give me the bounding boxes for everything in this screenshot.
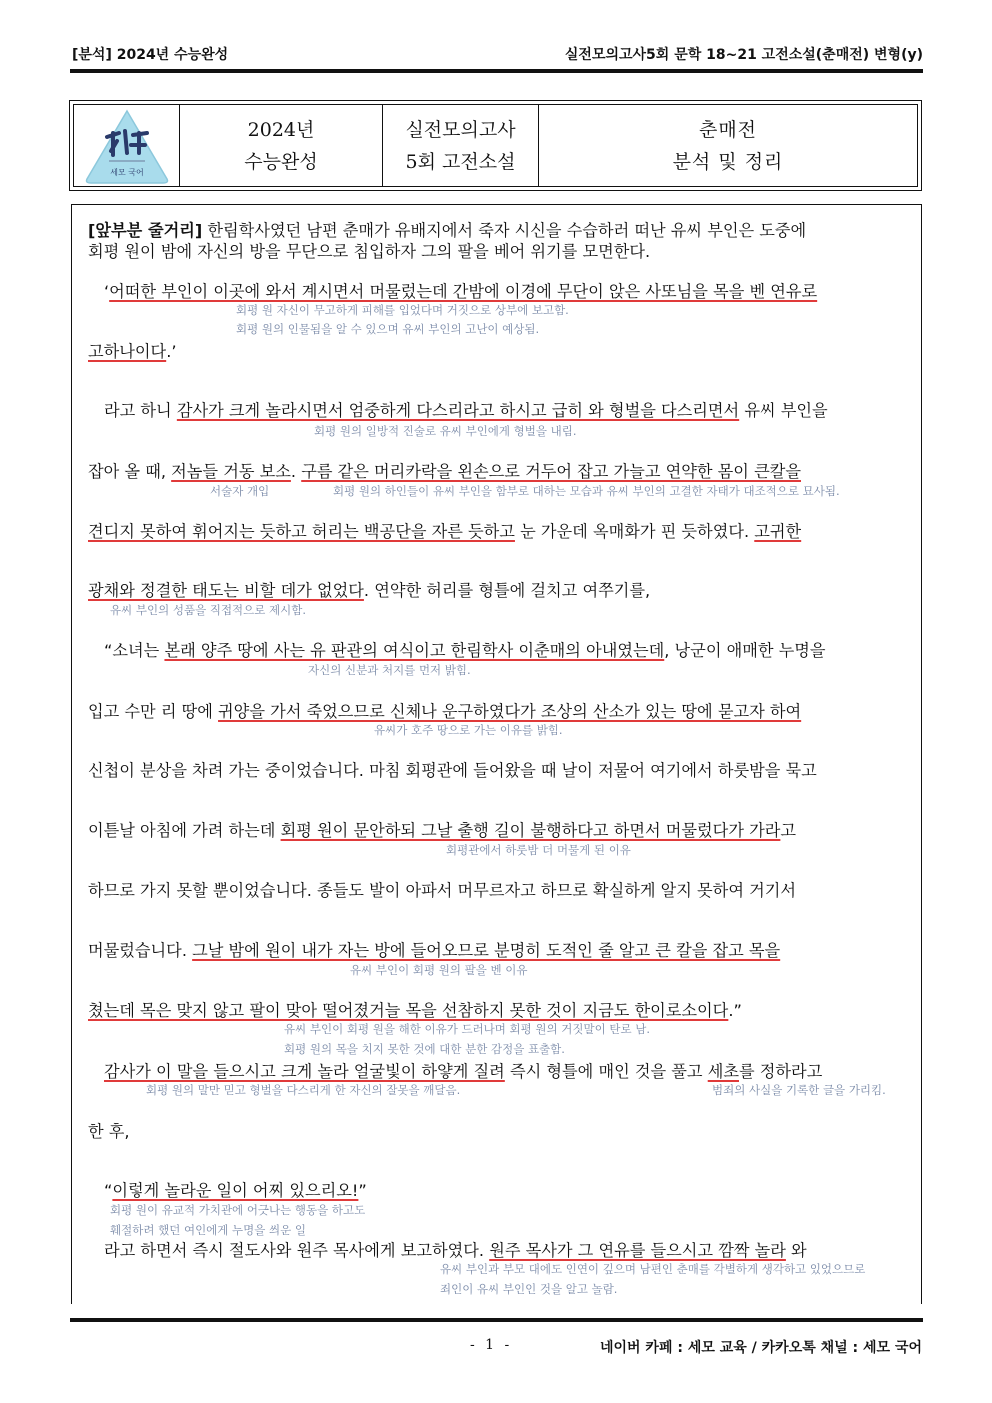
annotation-13b: 범죄의 사실을 기록한 글을 가리킴. xyxy=(712,1083,886,1097)
annotation-5: 유씨 부인의 성품을 직접적으로 제시함. xyxy=(110,603,307,617)
annotation-3a: 서술자 개입 xyxy=(210,484,270,498)
text-line-16: “이렇게 놀라운 일이 어찌 있으리오!” xyxy=(104,1181,367,1200)
annotation-11: 유씨 부인이 회평 원의 팔을 벤 이유 xyxy=(350,963,528,977)
annotation-1b: 회평 원의 인물됨을 알 수 있으며 유씨 부인의 고난이 예상됨. xyxy=(236,322,540,336)
footer-channel-info: 네이버 카페 : 세모 교육 / 카카오톡 채널 : 세모 국어 xyxy=(599,1340,922,1356)
logo-cell xyxy=(74,105,180,186)
annotation-16a: 유씨 부인과 부모 대에도 인연이 깊으며 남편인 춘매를 각별하게 생각하고 있었으므로 xyxy=(440,1262,866,1276)
logo-text: 세모 국어 xyxy=(109,167,144,177)
title-exam-name: 실전모의고사 xyxy=(405,118,516,141)
header-rule xyxy=(70,69,923,73)
text-line-8: 입고 수만 리 땅에 귀양을 가서 죽었으므로 신체나 운구하였다가 조상의 산소가 있는 땅에 묻고자 하여 xyxy=(88,702,802,721)
title-exam-section: 5회 고전소설 xyxy=(405,150,516,173)
text-line-12: 머물렀습니다. 그날 밤에 원이 내가 자는 방에 들어오므로 분명히 도적인 줄 알고 큰 칼을 잡고 목을 xyxy=(88,941,781,960)
text-line-17: 라고 하면서 즉시 절도사와 원주 목사에게 보고하였다. 원주 목사가 그 연유를 들으시고 깜짝 놀라 와 xyxy=(104,1241,807,1260)
annotation-16b: 죄인이 유씨 부인인 것을 알고 놀람. xyxy=(440,1282,618,1296)
footer-rule xyxy=(70,1318,923,1322)
text-line-15: 한 후, xyxy=(88,1122,130,1141)
title-work-type: 분석 및 정리 xyxy=(672,150,784,173)
text-line-3: 라고 하니 감사가 크게 놀라시면서 엄중하게 다스리라고 하시고 급히 와 형벌을 다스리면서 유씨 부인을 xyxy=(104,401,828,420)
body-frame xyxy=(71,204,922,1304)
annotation-7: 유씨가 호주 땅으로 가는 이유를 밝힘. xyxy=(374,723,563,737)
text-line-11: 하므로 가지 못할 뿐이었습니다. 종들도 발이 아파서 머무르자고 하므로 확실하게 알지 못하여 거기서 xyxy=(88,881,797,900)
annotation-13a: 회평 원의 말만 믿고 형벌을 다스리게 한 자신의 잘못을 깨달음. xyxy=(146,1083,461,1097)
title-book-year: 2024년 xyxy=(247,118,315,141)
page-number: - 1 - xyxy=(470,1337,513,1353)
text-line-13: 쳤는데 목은 맞지 않고 팔이 맞아 떨어졌거늘 목을 선참하지 못한 것이 지금도 한이로소이다.” xyxy=(88,1001,742,1020)
annotation-6: 자신의 신분과 처지를 먼저 밝힘. xyxy=(308,663,471,677)
title-table xyxy=(69,100,922,191)
text-line-6: 광채와 정결한 태도는 비할 데가 없었다. 연약한 허리를 형틀에 걸치고 여쭈기를, xyxy=(88,581,651,600)
text-line-5: 견디지 못하여 휘어지는 듯하고 허리는 백공단을 자른 듯하고 눈 가운데 옥매화가 핀 듯하였다. 고귀한 xyxy=(88,522,802,541)
title-book-name: 수능완성 xyxy=(244,150,318,173)
header-left-title: [분석] 2024년 수능완성 xyxy=(72,47,229,63)
text-line-14: 감사가 이 말을 들으시고 크게 놀라 얼굴빛이 하얗게 질려 즉시 형틀에 매인 것을 풀고 세초를 정하라고 xyxy=(104,1062,823,1081)
text-line-10: 이튿날 아침에 가려 하는데 회평 원이 문안하되 그날 출행 길이 불행하다고 하면서 머물렀다가 가라고 xyxy=(88,821,797,840)
text-line-4: 잡아 올 때, 저놈들 거동 보소. 구름 같은 머리카락을 왼손으로 거두어 잡고 가늘고 연약한 몸이 큰칼을 xyxy=(88,462,801,481)
annotation-15b: 훼절하려 했던 여인에게 누명을 씌운 일 xyxy=(110,1223,307,1237)
title-table-inner xyxy=(73,104,918,187)
annotation-12a: 유씨 부인이 회평 원을 해한 이유가 드러나며 회평 원의 거짓말이 탄로 남. xyxy=(284,1022,651,1036)
semo-logo-icon xyxy=(83,107,171,185)
annotation-1a: 회평 원 자신이 무고하게 피해를 입었다며 거짓으로 상부에 보고함. xyxy=(236,303,569,317)
summary-label: [앞부분 줄거리] xyxy=(88,221,203,240)
summary-line-2: 회평 원이 밤에 자신의 방을 무단으로 침입하자 그의 팔을 베어 위기를 모면한다. xyxy=(88,242,651,261)
annotation-12b: 회평 원의 목을 치지 못한 것에 대한 분한 감정을 표출함. xyxy=(284,1042,565,1056)
annotation-9: 회평관에서 하룻밤 더 머물게 된 이유 xyxy=(446,843,631,857)
annotation-2: 회평 원의 일방적 진술로 유씨 부인에게 형벌을 내림. xyxy=(314,424,577,438)
title-cell-work xyxy=(539,105,917,186)
text-line-9: 신첩이 분상을 차려 가는 중이었습니다. 마침 회평관에 들어왔을 때 날이 저물어 여기에서 하룻밤을 묵고 xyxy=(88,761,817,780)
annotation-15a: 회평 원이 유교적 가치관에 어긋나는 행동을 하고도 xyxy=(110,1203,366,1217)
title-cell-book xyxy=(180,105,383,186)
text-line-1: ‘어떠한 부인이 이곳에 와서 계시면서 머물렀는데 간밤에 이경에 무단이 앉은 사또님을 목을 벤 연유로 xyxy=(104,282,818,301)
title-work-name: 춘매전 xyxy=(698,118,758,141)
summary-line-1: [앞부분 줄거리] 한림학사였던 남편 춘매가 유배지에서 죽자 시신을 수습하러 떠난 유씨 부인은 도중에 xyxy=(88,221,807,240)
title-cell-exam xyxy=(383,105,539,186)
header-right-title: 실전모의고사5회 문학 18~21 고전소설(춘매전) 변형(y) xyxy=(564,47,923,63)
text-line-2: 고하나이다.’ xyxy=(88,342,177,361)
text-line-7: “소녀는 본래 양주 땅에 사는 유 판관의 여식이고 한림학사 이춘매의 아내였는데, 낭군이 애매한 누명을 xyxy=(104,641,826,660)
annotation-3b: 회평 원의 하인들이 유씨 부인을 함부로 대하는 모습과 유씨 부인의 고결한 자태가 대조적으로 묘사됨. xyxy=(333,484,840,498)
page-header xyxy=(70,44,923,64)
